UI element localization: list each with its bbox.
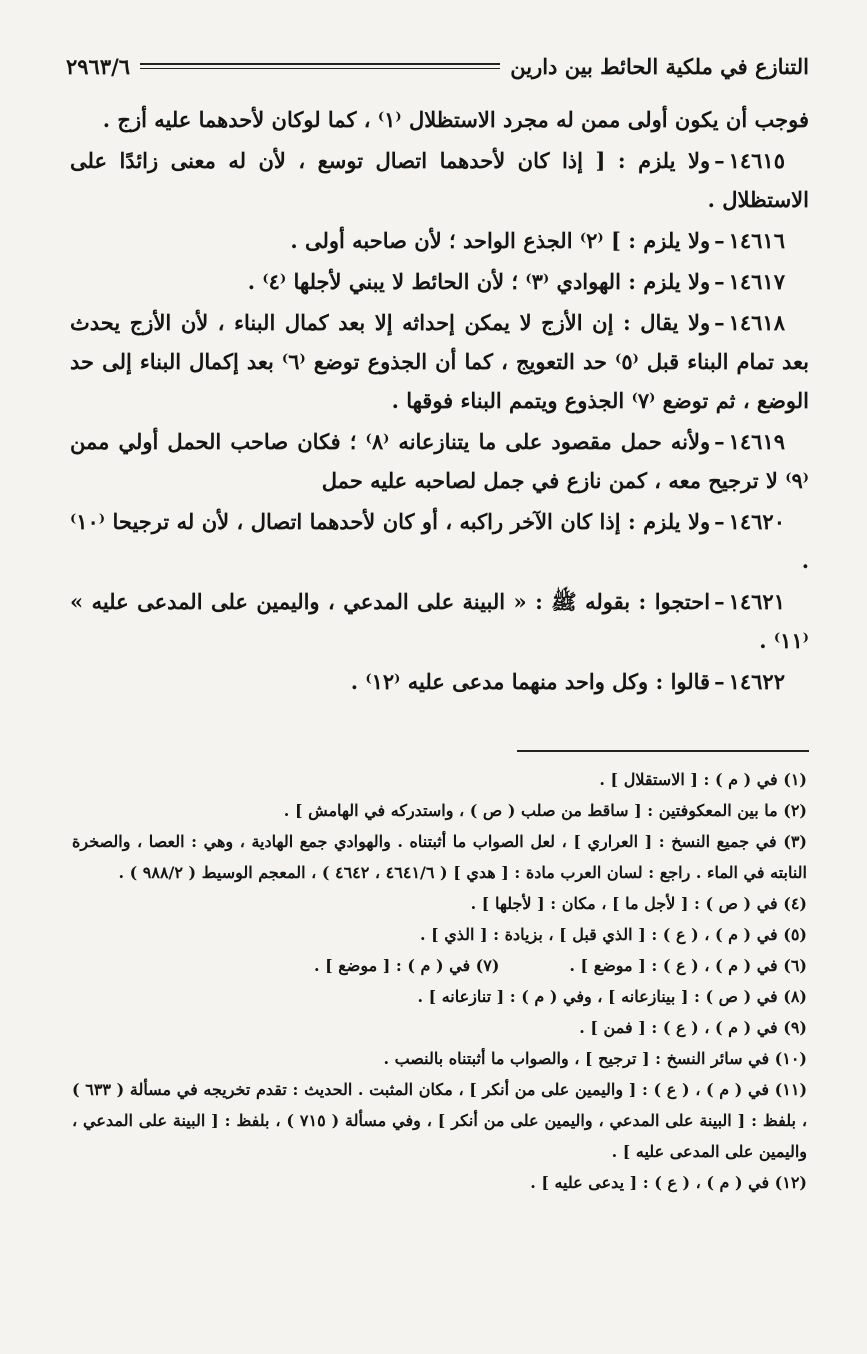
paragraph-number: ١٤٦١٥ bbox=[728, 148, 785, 173]
footnote: (٩) في ( م ) ، ( ع ) : [ فمن ] . bbox=[579, 1018, 807, 1037]
paragraph-number: ١٤٦٢٠ bbox=[728, 509, 785, 534]
footnotes bbox=[72, 764, 807, 1198]
paragraph-14620: ١٤٦٢٠–ولا يلزم : إذا كان الآخر راكبه ، أو كان لأحدهما اتصال ، لأن له ترجيحا ⁽١٠⁾ . bbox=[70, 509, 809, 573]
footnote: (٣) في جميع النسخ : [ العراري ] ، لعل الصواب ما أثبتناه . والهوادي جمع الهادية ، وهي : العصا ، والصخرة النابته في الماء . راجع : لسان العرب مادة : [ هدي ] ( ٤٦٤١/٦ ، ٤٦٤٢ ) ، المعجم الوسيط ( ٩٨٨/٢ ) . bbox=[72, 832, 807, 882]
main-text bbox=[70, 100, 809, 703]
paragraph-14621: ١٤٦٢١–احتجوا : بقوله ﷺ : « البينة على المدعي ، واليمين على المدعى عليه » ⁽١١⁾ . bbox=[70, 589, 809, 653]
paragraph-14617: ١٤٦١٧–ولا يلزم : الهوادي ⁽٣⁾ ؛ لأن الحائط لا يبني لأجلها ⁽٤⁾ . bbox=[247, 269, 785, 294]
paragraph-number: ١٤٦١٦ bbox=[728, 228, 785, 253]
footnote: (٨) في ( ص ) : [ بينازعانه ] ، وفي ( م ) : [ تنازعانه ] . bbox=[417, 987, 807, 1006]
running-header bbox=[66, 48, 809, 84]
paragraph-number: ١٤٦١٩ bbox=[728, 429, 786, 454]
footnote: (١٢) في ( م ) ، ( ع ) : [ يدعى عليه ] . bbox=[530, 1173, 807, 1192]
paragraph-number: ١٤٦١٧ bbox=[728, 269, 785, 294]
header-rule bbox=[140, 63, 500, 69]
footnote-pair bbox=[72, 950, 807, 981]
paragraph-14619: ١٤٦١٩–ولأنه حمل مقصود على ما يتنازعانه ⁽٨⁾ ؛ فكان صاحب الحمل أولي ممن ⁽٩⁾ لا ترجيح معه ، كمن نازع في جمل لصاحبه عليه حمل bbox=[70, 429, 809, 493]
footnote: (٤) في ( ص ) : [ لأجل ما ] ، مكان : [ لأجلها ] . bbox=[470, 894, 807, 913]
footnote: (١) في ( م ) : [ الاستقلال ] . bbox=[599, 770, 807, 789]
paragraph-number: ١٤٦٢١ bbox=[728, 589, 785, 614]
footnote-divider bbox=[517, 750, 809, 752]
footnote: (١١) في ( م ) ، ( ع ) : [ واليمين على من أنكر ] ، مكان المثبت . الحديث : تقدم تخريجه في مسألة ( ٦٣٣ ) ، بلفظ : [ البينة على المدعي ، واليمين على من أنكر ] ، وفي مسألة ( ٧١٥ ) ، بلفظ : [ البينة على المدعي ، واليمين على المدعى عليه ] . bbox=[72, 1080, 808, 1161]
running-title: التنازع في ملكية الحائط بين دارين bbox=[510, 53, 809, 79]
paragraph-number: ١٤٦١٨ bbox=[728, 310, 785, 335]
page-number: ٢٩٦٣/٦ bbox=[66, 53, 131, 79]
footnote: (٦) في ( م ) ، ( ع ) : [ موضع ] . bbox=[569, 956, 807, 975]
paragraph-number: ١٤٦٢٢ bbox=[728, 669, 785, 694]
paragraph-14622: ١٤٦٢٢–قالوا : وكل واحد منهما مدعى عليه ⁽١٢⁾ . bbox=[350, 669, 785, 694]
paragraph-14618: ١٤٦١٨–ولا يقال : إن الأزج لا يمكن إحداثه إلا بعد كمال البناء ، لأن الأزج يحدث بعد تمام البناء قبل ⁽٥⁾ حد التعويج ، كما أن الجذوع توضع ⁽٦⁾ بعد إكمال البناء إلى حد الوضع ، ثم توضع ⁽٧⁾ الجذوع ويتمم البناء فوقها . bbox=[70, 310, 809, 413]
paragraph-14616: ١٤٦١٦–ولا يلزم : ] ⁽٢⁾ الجذع الواحد ؛ لأن صاحبه أولى . bbox=[290, 228, 785, 253]
paragraph-intro: فوجب أن يكون أولى ممن له مجرد الاستظلال ⁽١⁾ ، كما لوكان لأحدهما عليه أزج . bbox=[102, 107, 809, 132]
footnote: (٢) ما بين المعكوفتين : [ ساقط من صلب ( ص ) ، واستدركه في الهامش ] . bbox=[283, 801, 807, 820]
footnote: (١٠) في سائر النسخ : [ ترجيح ] ، والصواب ما أثبتناه بالنصب . bbox=[383, 1049, 807, 1068]
footnote: (٧) في ( م ) : [ موضع ] . bbox=[313, 956, 500, 975]
paragraph-14615: ١٤٦١٥–ولا يلزم : [ إذا كان لأحدهما اتصال توسع ، لأن له معنى زائدًا على الاستظلال . bbox=[70, 148, 809, 212]
footnote: (٥) في ( م ) ، ( ع ) : [ الذي قبل ] ، بزيادة : [ الذي ] . bbox=[419, 925, 807, 944]
